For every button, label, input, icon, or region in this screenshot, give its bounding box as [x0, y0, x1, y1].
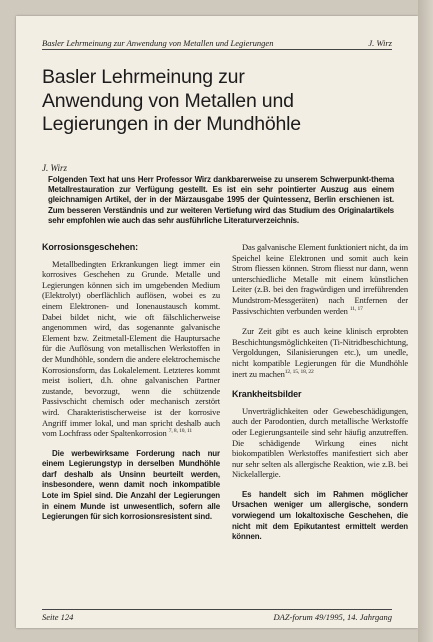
adjacent-page-edge	[418, 0, 433, 642]
article-author: J. Wirz	[42, 163, 68, 173]
paragraph-bold: Es handelt sich im Rahmen möglicher Ursachen weniger um allergische, sondern vorwiegend um lokaltoxische Geschehen, die nicht mit dem Epikutantest ermittelt werden können.	[232, 489, 408, 542]
running-head	[42, 37, 392, 50]
title-line-2: Anwendung von Metallen und	[42, 89, 294, 112]
page-footer	[42, 609, 392, 623]
reference-numbers: 7, 8, 10, 11	[168, 428, 193, 435]
journal-issue: DAZ-forum 49/1995, 14. Jahrgang	[273, 612, 392, 622]
page-number: Seite 124	[42, 612, 74, 622]
paragraph: Unverträglichkeiten oder Gewebeschädigungen, auch der Parodontien, durch metallische Werkstoffe oder Legierungsanteile sind sehr häufig anzutreffen. Die schädigende Wirkung eines nicht biokompatiblen Werkstoffes manifestiert sich aber nur sehr selten als allergische Reaktion, wie z.B. bei Nickelallergie.	[232, 405, 408, 480]
document-page	[16, 16, 418, 628]
running-head-author: J. Wirz	[368, 38, 392, 48]
paragraph	[42, 259, 220, 439]
reference-numbers: 11, 17	[349, 305, 363, 312]
running-head-title: Basler Lehrmeinung zur Anwendung von Metallen und Legierungen	[42, 38, 274, 48]
article-title	[42, 66, 398, 137]
section-heading-krankheitsbilder: Krankheitsbilder	[232, 389, 302, 400]
article-intro: Folgenden Text hat uns Herr Professor Wirz dankbarerweise zu unserem Schwerpunkt-thema Metallrestauration zur Verfügung gestellt. Es ist ein sehr pointierter Auszug aus einem gleichnamigen Artikel, der in der Märzausgabe 1995 der Quintessenz, Berlin erschienen ist. Zum besseren Verständnis und zur weiteren Vertiefung wird das Studium des Originalartikels sehr empfohlen wie auch das sehr ausführliche Literaturverzeichnis.	[48, 175, 394, 225]
title-line-1: Basler Lehrmeinung zur	[42, 66, 245, 88]
section-heading-korrosion: Korrosionsgeschehen:	[42, 242, 139, 252]
reference-numbers: 12, 15, 18, 22	[284, 368, 314, 375]
paragraph-text: Zur Zeit gibt es auch keine klinisch erprobten Beschichtungsmöglichkeiten (Ti-Nitridbeschichtung, Vergoldungen, Silanisierungen etc.), um unedle, nicht kompatible Legierungen für die Mundhöhle inert zu machen	[232, 326, 408, 379]
paragraph-text: Das galvanische Element funktioniert nicht, da im Speichel keine Elektronen und somit auch kein Strom fliessen können. Strom fliesst nur dann, wenn unterschiedliche Metalle mit einem künstlichen Leiter (z.B. bei den fragwürdigen und irreführenden Mundstrom-Messgeräten) nach Entfernen der Passivschichten verbunden werden	[232, 242, 408, 316]
right-column	[232, 242, 408, 553]
paragraph-text: Metallbedingten Erkrankungen liegt immer ein korrosives Geschehen zu Grunde. Metalle und Legierungen können sich im umgebenden Medium (Elektrolyt) oberflächlich auflösen, wobei es zu einem Elektronen- und Ionenaustausch kommt. Dabei bildet nicht, wie oft fälschlicherweise angenommen wird, das sogenannte galvanische Element bzw. Zeitmetall-Element die Hauptursache für die Auflösung von metallischen Werkstoffen in der Mundhöhle, sondern die andere elektrochemische Korrosionsform, das Lokalelement. Letzteres kommt meist isoliert, d.h. ohne galvanischen Partner zustande, bevorzugt, wenn die schützende Passivschicht chemisch oder mechanisch zerstört wird. Charakteristischerweise ist der korrosive Angriff immer lokal, und man spricht deshalb auch vom Lochfrass oder Spaltenkorrosion	[42, 258, 220, 439]
paragraph-bold: Die werbewirksame Forderung nach nur einem Legierungstyp in derselben Mundhöhle darf deshalb als Unsinn beurteilt werden, insbesondere, wenn damit noch inkompatible Lote im Spiel sind. Die Anzahl der Legierungen in einem Munde ist unwesentlich, sofern alle Legierungen für sich korrosionsresistent sind.	[42, 448, 220, 522]
paragraph	[232, 326, 408, 379]
left-column	[42, 242, 220, 533]
paragraph	[232, 242, 408, 316]
title-line-3: Legierungen in der Mundhöhle	[42, 113, 301, 135]
